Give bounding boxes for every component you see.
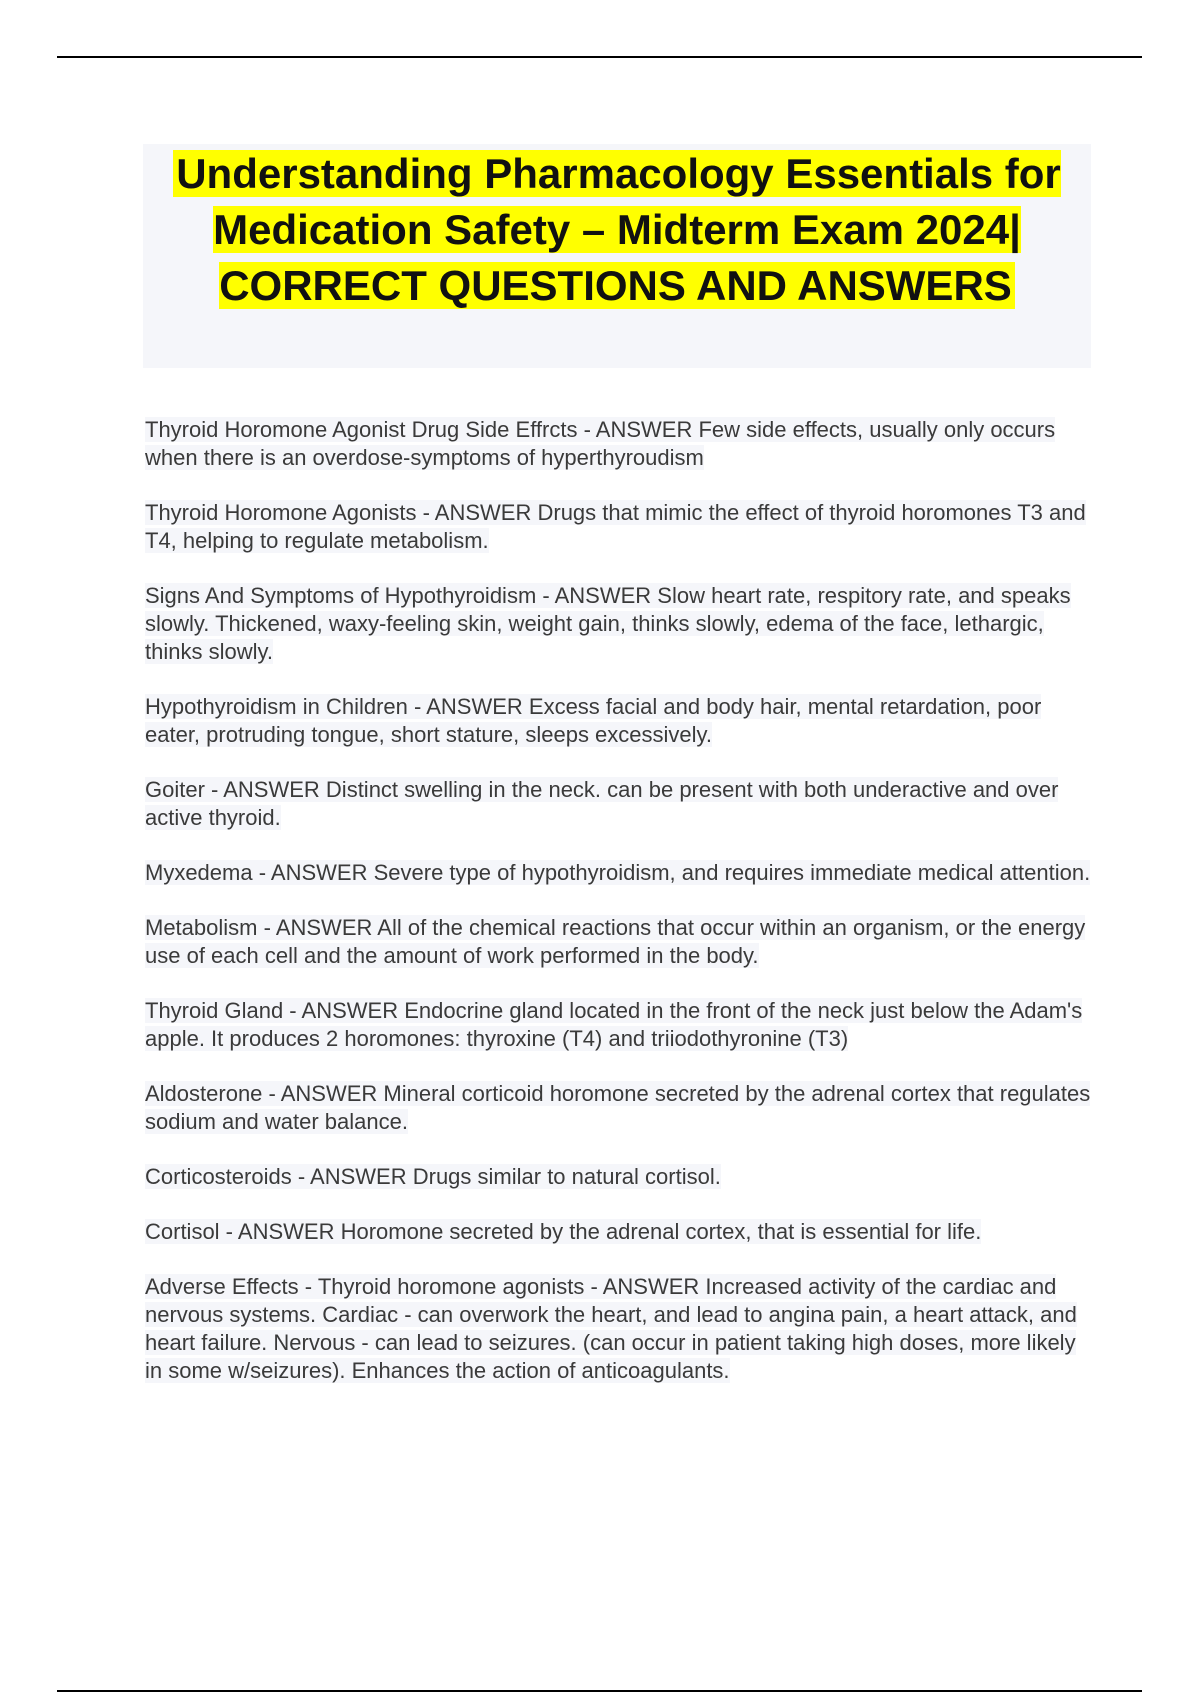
- qa-entry-text: Thyroid Horomone Agonists - ANSWER Drugs that mimic the effect of thyroid horomones T3 and T4, helping to regulate metabolism.: [145, 500, 1086, 553]
- qa-entry-text: Thyroid Horomone Agonist Drug Side Effrcts - ANSWER Few side effects, usually only occurs when there is an overdose-symptoms of hyperthyroudism: [145, 417, 1056, 470]
- bottom-rule: [57, 1690, 1142, 1692]
- document-title-text: Understanding Pharmacology Essentials for Medication Safety – Midterm Exam 2024| CORRECT QUESTIONS AND ANSWERS: [173, 150, 1061, 309]
- qa-entry-text: Aldosterone - ANSWER Mineral corticoid horomone secreted by the adrenal cortex that regulates sodium and water balance.: [145, 1081, 1091, 1134]
- qa-entry: [145, 776, 1095, 832]
- document-title: [143, 144, 1091, 314]
- qa-entry-text: Adverse Effects - Thyroid horomone agonists - ANSWER Increased activity of the cardiac and nervous systems. Cardiac - can overwork the heart, and lead to angina pain, a heart attack, and heart failure. Nervous - can lead to seizures. (can occur in patient taking high doses, more likely in some w/seizures). Enhances the action of anticoagulants.: [145, 1274, 1077, 1383]
- qa-entry-text: Cortisol - ANSWER Horomone secreted by the adrenal cortex, that is essential for life.: [145, 1219, 982, 1244]
- qa-entry-text: Goiter - ANSWER Distinct swelling in the neck. can be present with both underactive and over active thyroid.: [145, 777, 1059, 830]
- qa-entry: [145, 582, 1095, 666]
- title-block: [143, 144, 1091, 368]
- top-rule: [57, 56, 1142, 58]
- qa-entry: [145, 914, 1095, 970]
- qa-entry: [145, 997, 1095, 1053]
- qa-entry: [145, 1218, 1095, 1246]
- qa-entry: [145, 693, 1095, 749]
- qa-entry: [145, 416, 1095, 472]
- qa-list: [145, 416, 1095, 1412]
- qa-entry-text: Signs And Symptoms of Hypothyroidism - ANSWER Slow heart rate, respitory rate, and speaks slowly. Thickened, waxy-feeling skin, weight gain, thinks slowly, edema of the face, lethargic, thinks slowly.: [145, 583, 1071, 664]
- qa-entry-text: Metabolism - ANSWER All of the chemical reactions that occur within an organism, or the energy use of each cell and the amount of work performed in the body.: [145, 915, 1086, 968]
- qa-entry: [145, 499, 1095, 555]
- qa-entry-text: Corticosteroids - ANSWER Drugs similar to natural cortisol.: [145, 1164, 721, 1189]
- qa-entry: [145, 1080, 1095, 1136]
- qa-entry: [145, 859, 1095, 887]
- qa-entry: [145, 1273, 1095, 1385]
- qa-entry-text: Myxedema - ANSWER Severe type of hypothyroidism, and requires immediate medical attention.: [145, 860, 1091, 885]
- qa-entry-text: Hypothyroidism in Children - ANSWER Excess facial and body hair, mental retardation, poor eater, protruding tongue, short stature, sleeps excessively.: [145, 694, 1042, 747]
- qa-entry: [145, 1163, 1095, 1191]
- qa-entry-text: Thyroid Gland - ANSWER Endocrine gland located in the front of the neck just below the Adam's apple. It produces 2 horomones: thyroxine (T4) and triiodothyronine (T3): [145, 998, 1083, 1051]
